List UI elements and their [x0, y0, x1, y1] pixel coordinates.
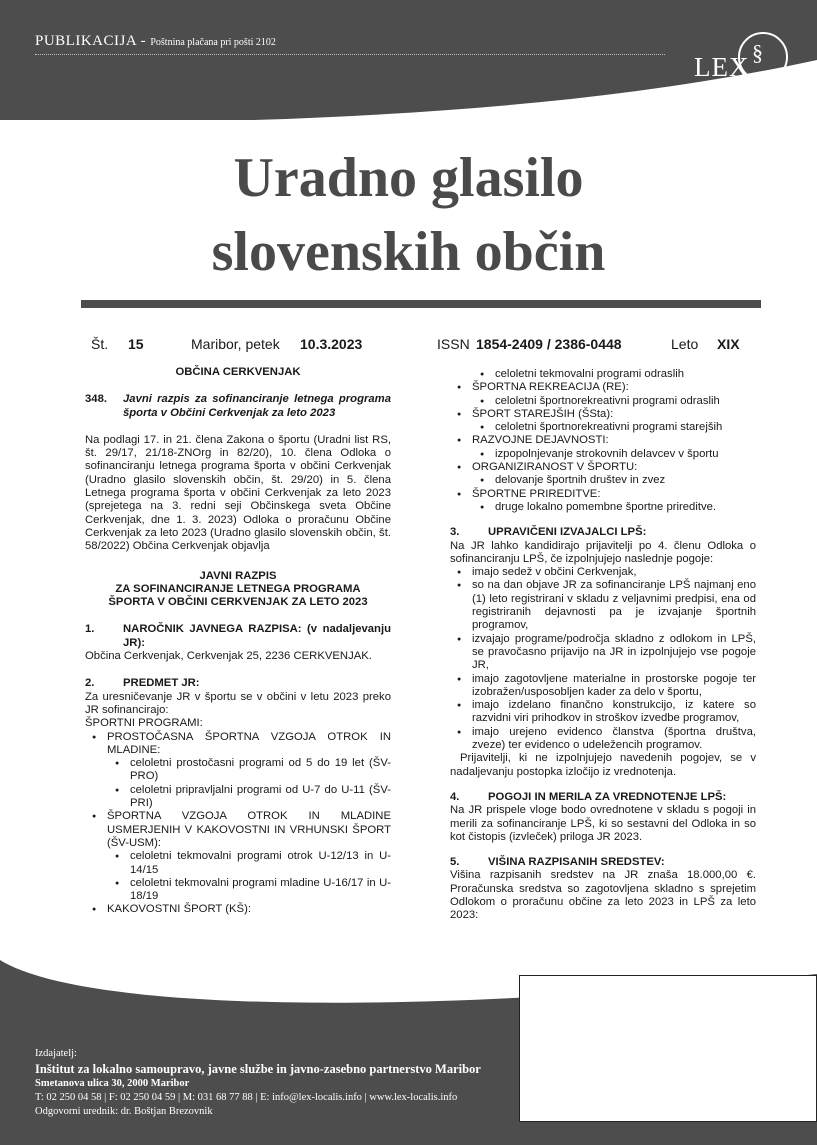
list-item: ● celoletni prostočasni programi od 5 do 19 let (ŠV-PRO) [85, 757, 391, 784]
section-2-heading [85, 677, 391, 690]
tender-heading-1: JAVNI RAZPIS [199, 569, 277, 582]
left-column [85, 366, 391, 917]
publication-text: PUBLIKACIJA - [35, 33, 147, 49]
section-4-heading [450, 791, 756, 804]
title-line2: slovenskih občin [211, 221, 606, 283]
issn-value: 1854-2409 / 2386-0448 [476, 336, 622, 352]
section-3-number: 3. [450, 526, 460, 539]
list-item: ● ŠPORTNE PRIREDITVE: [450, 488, 756, 501]
section-3-text: Na JR lahko kandidirajo prijavitelji po 4. členu Odloka o sofinanciranju LPŠ, če izpolnjujejo naslednje pogoje: [450, 539, 756, 565]
section-2-subheading: ŠPORTNI PROGRAMI: [85, 717, 203, 730]
list-item: ● ŠPORT STAREJŠIH (ŠSta): [450, 408, 756, 421]
section-2-number: 2. [85, 677, 95, 690]
publication-label [35, 33, 276, 50]
issue-date: 10.3.2023 [300, 336, 363, 352]
publisher-address: Smetanova ulica 30, 2000 Maribor [35, 1078, 190, 1089]
list-item: ● celoletni tekmovalni programi mladine U-16/17 in U-18/19 [85, 877, 391, 904]
section-4-title: POGOJI IN MERILA ZA VREDNOTENJE LPŠ: [488, 790, 727, 803]
logo-line1: LEX [694, 52, 750, 82]
issue-place-day: Maribor, petek [191, 336, 280, 352]
publisher-contacts: T: 02 250 04 58 | F: 02 250 04 59 | M: 031 68 77 88 | E: info@lex-localis.info | www.lex-localis.info [35, 1092, 458, 1103]
dotted-divider [35, 54, 665, 55]
tender-heading-2: ZA SOFINANCIRANJE LETNEGA PROGRAMA [115, 582, 361, 595]
issn-label: ISSN [437, 336, 470, 352]
tender-heading-3: ŠPORTA V OBČINI CERKVENJAK ZA LETO 2023 [108, 596, 368, 609]
section-1-heading [85, 623, 391, 650]
list-item: ● so na dan objave JR za sofinanciranje LPŠ najmanj eno (1) leto registrirani v skladu z veljavnimi predpisi, ena od registriranih dejavnosti pa je izvajanje športnih programov, [450, 579, 756, 632]
section-2-title: PREDMET JR: [123, 677, 200, 690]
list-item: ● celoletni športnorekreativni programi starejših [450, 421, 756, 434]
list-item: ● KAKOVOSTNI ŠPORT (KŠ): [85, 903, 391, 916]
section-3-closing: Prijavitelji, ki ne izpolnjujejo navedenih pogojev, se v nadaljevanju postopka izločijo iz vrednotenja. [450, 752, 756, 778]
list-item: ● celoletni pripravljalni programi od U-7 do U-11 (ŠV-PRI) [85, 784, 391, 811]
section-5-heading [450, 856, 756, 869]
list-item: ● RAZVOJNE DEJAVNOSTI: [450, 434, 756, 447]
publisher-name: Inštitut za lokalno samoupravo, javne službe in javno-zasebno partnerstvo Maribor [35, 1062, 481, 1076]
list-item: ● celoletni tekmovalni programi otrok U-12/13 in U-14/15 [85, 850, 391, 877]
intro-paragraph: Na podlagi 17. in 21. člena Zakona o športu (Uradni list RS, št. 29/17, 21/18-ZNOrg in 82/20), 10. člena Odloka o sofinanciranju letnega programa športa v občini Cerkvenjak (Uradno glasilo slovenskih občin, št. 29/20) in 5. člena Letnega programa športa v občini Cerkvenjak za leto 2023 (sprejetega na 3. redni seji Občinskega sveta Občine Cerkvenjak, dne 1. 3. 2023) Odloka o proračunu Občine Cerkvenjak za leto 2023 (Uradno glasilo slovenskih občin, št. 58/2022) Občina Cerkvenjak objavlja [85, 433, 391, 553]
list-item: ● izpopolnjevanje strokovnih delavcev v športu [450, 448, 756, 461]
list-item: ● ORGANIZIRANOST V ŠPORTU: [450, 461, 756, 474]
section-2-text: Za uresničevanje JR v športu se v občini v letu 2023 preko JR sofinancirajo: [85, 690, 391, 716]
right-column [450, 368, 756, 923]
list-item: ● imajo urejeno evidenco članstva (športna društva, zveze) ter evidenco o udeležencih programov. [450, 726, 756, 753]
list-item: ● celoletni tekmovalni programi odraslih [450, 368, 756, 381]
lex-localis-logo [664, 30, 807, 120]
postage-text: Poštnina plačana pri pošti 2102 [150, 37, 276, 48]
section-5-number: 5. [450, 856, 460, 869]
act-title: Javni razpis za sofinanciranje letnega programa športa v Občini Cerkvenjak za leto 2023 [123, 393, 391, 419]
section-1-title: NAROČNIK JAVNEGA RAZPISA: (v nadaljevanju JR): [123, 623, 391, 649]
blank-box [519, 975, 817, 1122]
section-5-title: VIŠINA RAZPISANIH SREDSTEV: [488, 856, 665, 869]
list-item: ● celoletni športnorekreativni programi odraslih [450, 395, 756, 408]
section-5-text: Višina razpisanih sredstev na JR znaša 18.000,00 €. Proračunska sredstva so zagotovljena skladno s sprejetim Odlokom o proračunu občine za leto 2023 in LPŠ za leto 2023: [450, 869, 756, 922]
list-item: ● ŠPORTNA VZGOJA OTROK IN MLADINE USMERJENIH V KAKOVOSTNI IN VRHUNSKI ŠPORT (ŠV-USM): [85, 810, 391, 850]
paragraph-symbol-icon: § [752, 40, 763, 65]
year-label: Leto [671, 336, 699, 352]
act-heading [85, 393, 391, 420]
list-item: ● ŠPORTNA REKREACIJA (RE): [450, 381, 756, 394]
section-1-number: 1. [85, 623, 95, 636]
list-item: ● izvajajo programe/področja skladno z odlokom in LPŠ, se pravočasno prijavijo na JR in izpolnjujejo vse pogoje JR, [450, 633, 756, 673]
section-4-number: 4. [450, 790, 460, 803]
list-item: ● delovanje športnih društev in zvez [450, 474, 756, 487]
responsible-editor: Odgovorni urednik: dr. Boštjan Brezovnik [35, 1106, 213, 1117]
section-4-text: Na JR prispele vloge bodo ovrednotene v skladu s pogoji in merili za sofinanciranje LPŠ, ki so sestavni del Odloka in so kot čistopis (izvleček) priloga JR 2023. [450, 804, 756, 843]
section-3-title: UPRAVIČENI IZVAJALCI LPŠ: [488, 526, 647, 539]
section-3-heading [450, 526, 756, 539]
section-1-text: Občina Cerkvenjak, Cerkvenjak 25, 2236 CERKVENJAK. [85, 650, 372, 663]
publisher-label: Izdajatelj: [35, 1048, 77, 1059]
list-item: ● imajo sedež v občini Cerkvenjak, [450, 566, 756, 579]
list-item: ● imajo zagotovljene materialne in prostorske pogoje ter izobražen/usposobljen kader za delo v športu, [450, 673, 756, 700]
year-value: XIX [717, 336, 740, 352]
list-item: ● PROSTOČASNA ŠPORTNA VZGOJA OTROK IN MLADINE: [85, 731, 391, 758]
list-item: ● druge lokalno pomembne športne prireditve. [450, 501, 756, 514]
act-number: 348. [85, 393, 107, 406]
title-line1: Uradno glasilo [233, 147, 584, 209]
logo-line2: LOCALIS [664, 82, 807, 118]
issue-number-label: Št. [91, 336, 109, 352]
title-rule [81, 300, 761, 308]
municipality-heading: OBČINA CERKVENJAK [175, 366, 301, 378]
list-item: ● imajo izdelano finančno konstrukcijo, iz katere so razvidni viri prihodkov in stroškov izvedbe programov, [450, 699, 756, 726]
issue-number: 15 [128, 336, 144, 352]
